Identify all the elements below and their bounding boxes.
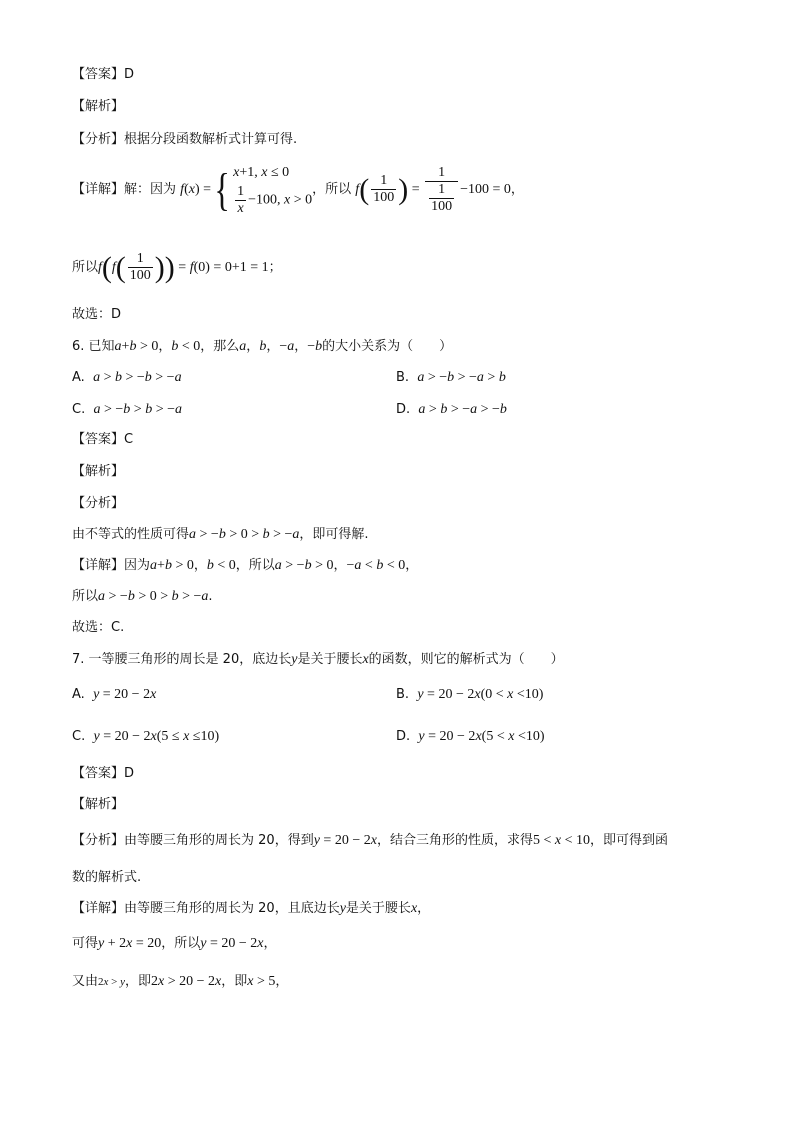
q6-option-c[interactable]: C. a > −b > b > −a: [72, 402, 182, 417]
detail-end: ，: [510, 182, 524, 197]
fenxi-a: 由不等式的性质可得: [72, 527, 190, 542]
q7-youyou: 又由2x > y，即2x > 20 − 2x，即x > 5，: [72, 974, 289, 989]
option-label: A.: [72, 687, 85, 702]
answer-value: C: [124, 432, 134, 447]
q7-option-b[interactable]: B. y = 20 − 2x(0 < x <10): [396, 687, 544, 702]
q6-stem: 6. 已知a+b > 0，b < 0，那么a，b，−a，−b的大小关系为（ ）: [72, 339, 453, 354]
fenxi-b: ，结合三角形的性质，求得: [376, 833, 533, 848]
q7-answer: [72, 765, 134, 783]
detail-b: ，所以: [235, 558, 275, 573]
detail-label: 【详解】: [72, 901, 125, 916]
kede-b: ，所以: [161, 936, 201, 951]
fenxi-text: 根据分段函数解析式计算可得.: [124, 132, 298, 147]
option-label: D.: [396, 402, 411, 417]
option-label: C.: [72, 402, 86, 417]
q7-analysis-label: 【解析】: [72, 797, 125, 812]
youyou-b: ，即: [125, 974, 152, 989]
q7-kede: 可得y + 2x = 20，所以y = 20 − 2x，: [72, 936, 277, 951]
q6-fenxi-label: 【分析】: [72, 496, 125, 511]
q7-stem: 7. 一等腰三角形的周长是 20，底边长y是关于腰长x的函数，则它的解析式为（ ）: [72, 652, 564, 667]
q6-option-b[interactable]: B. a > −b > −a > b: [396, 370, 506, 385]
answer-value: D: [124, 766, 135, 781]
detail-mid: ，所以: [312, 182, 352, 197]
option-label: C.: [72, 729, 86, 744]
detail-b: 是关于腰长: [345, 901, 411, 916]
option-label: B.: [396, 687, 410, 702]
formula-f-value: f: [355, 182, 360, 197]
answer-label: 【答案】: [72, 432, 125, 447]
option-label: A.: [72, 370, 85, 385]
option-label: D.: [396, 729, 411, 744]
q5-fenxi: [72, 131, 297, 149]
q7-fenxi-cont: 数的解析式.: [72, 870, 142, 885]
so-end: ；: [268, 260, 282, 275]
answer-value: D: [124, 67, 135, 82]
answer-label: 【答案】: [72, 766, 125, 781]
q6-option-a[interactable]: A. a > b > −b > −a: [72, 370, 182, 385]
fenxi-b: ，即可得解.: [299, 527, 369, 542]
q6-so: 所以a > −b > 0 > b > −a.: [72, 589, 213, 604]
so-text: 所以: [72, 260, 99, 275]
detail-a: 由等腰三角形的周长为 20，且底边长: [124, 901, 340, 916]
q7-detail: 【详解】由等腰三角形的周长为 20，且底边长y是关于腰长x，: [72, 901, 431, 916]
kede-c: ，: [263, 936, 277, 951]
q6-option-d[interactable]: D. a > b > −a > −b: [396, 402, 507, 417]
kede-a: 可得: [72, 936, 99, 951]
stem-a: 7. 一等腰三角形的周长是 20，底边长: [72, 652, 292, 667]
youyou-c: ，即: [221, 974, 248, 989]
answer-label: 【答案】: [72, 67, 125, 82]
stem-c: 的函数，则它的解析式为（ ）: [368, 652, 564, 667]
detail-label: 【详解】: [72, 182, 125, 197]
q6-analysis-label: 【解析】: [72, 464, 125, 479]
stem-a: 6. 已知: [72, 339, 115, 354]
youyou-d: ，: [275, 974, 289, 989]
fenxi-c: ，即可得到函: [589, 833, 668, 848]
q7-option-d[interactable]: D. y = 20 − 2x(5 < x <10): [396, 729, 545, 744]
q7-option-c[interactable]: C. y = 20 − 2x(5 ≤ x ≤10): [72, 729, 220, 744]
so-text: 所以: [72, 589, 99, 604]
stem-b: ，那么: [200, 339, 240, 354]
detail-intro: 解：因为: [124, 182, 177, 197]
q5-choose: 故选：D: [72, 307, 122, 322]
detail-a: 因为: [124, 558, 151, 573]
youyou-a: 又由: [72, 974, 99, 989]
q5-detail: 【详解】解：因为 f(x) ={ x+1, x ≤ 0 $\frac{1}{x}$ −100, x > 0 ，所以 f( $\frac{1}{100}$ ) = $\frac{1}{\frac{1}{100}}$ −100 = 0，: [72, 163, 524, 216]
piecewise-cases: x+1, x ≤ 0 $\frac{1}{x}$ −100, x > 0: [233, 165, 313, 216]
q5-answer: [72, 66, 134, 84]
detail-label: 【详解】: [72, 558, 125, 573]
q6-choose: 故选：C.: [72, 620, 125, 635]
q5-so: 所以f(f( $\frac{1}{100}$ )) = f(0) = 0+1 = 1；: [72, 250, 282, 284]
q7-option-a[interactable]: A. y = 20 − 2x: [72, 687, 157, 702]
q7-fenxi: 【分析】由等腰三角形的周长为 20，得到y = 20 − 2x，结合三角形的性质，求得5 < x < 10，即可得到函: [72, 833, 668, 848]
stem-b: 是关于腰长: [297, 652, 363, 667]
stem-c: 的大小关系为（ ）: [322, 339, 453, 354]
option-label: B.: [396, 370, 410, 385]
fenxi-a: 由等腰三角形的周长为 20，得到: [124, 833, 314, 848]
q5-analysis-label: 【解析】: [72, 99, 125, 114]
fenxi-label: 【分析】: [72, 833, 125, 848]
q6-fenxi: 由不等式的性质可得a > −b > 0 > b > −a，即可得解.: [72, 527, 369, 542]
formula-fx-def: f: [180, 182, 185, 197]
q6-detail: 【详解】因为a+b > 0，b < 0，所以a > −b > 0，−a < b < 0，: [72, 558, 419, 573]
detail-c: ，: [417, 901, 431, 916]
q6-answer: [72, 431, 133, 449]
fenxi-label: 【分析】: [72, 132, 125, 147]
